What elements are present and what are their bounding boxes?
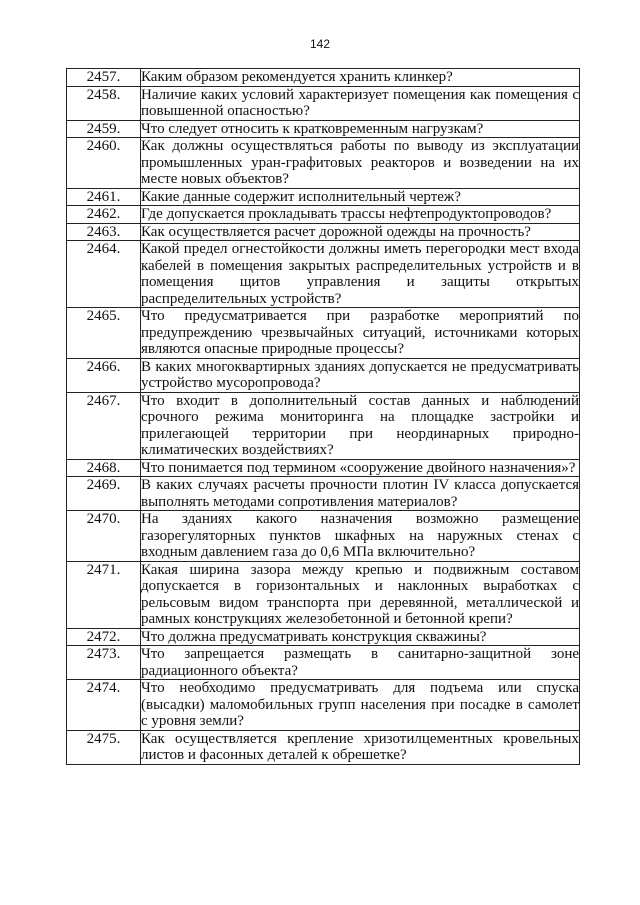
question-text: Как осуществляется крепление хризотилцементных кровельных листов и фасонных деталей к обрешетке? — [141, 730, 579, 763]
table-row — [67, 730, 580, 764]
question-number: 2474. — [67, 680, 141, 731]
question-text: Что понимается под термином «сооружение двойного назначения»? — [141, 459, 580, 477]
question-number: 2457. — [67, 69, 141, 87]
table-row — [67, 241, 580, 308]
question-number: 2467. — [67, 392, 141, 459]
table-row — [67, 120, 580, 138]
table-row — [67, 358, 580, 392]
question-number: 2472. — [67, 628, 141, 646]
question-text: Наличие каких условий характеризует помещения как помещения с повышенной опасностью? — [141, 86, 579, 119]
page-number: 142 — [309, 37, 331, 51]
question-text: В каких многоквартирных зданиях допускается не предусматривать устройство мусоропровода? — [141, 358, 579, 391]
question-number: 2458. — [67, 86, 141, 120]
question-text: На зданиях какого назначения возможно размещение газорегуляторных пунктов шкафных на наружных стенах с входным давлением газа до 0,6 МПа включительно? — [141, 511, 579, 560]
table-row — [67, 628, 580, 646]
question-number: 2466. — [67, 358, 141, 392]
question-number: 2471. — [67, 561, 141, 628]
table-row — [67, 69, 580, 87]
question-number: 2469. — [67, 477, 141, 511]
table-row — [67, 477, 580, 511]
table-row — [67, 206, 580, 224]
question-number: 2461. — [67, 188, 141, 206]
question-number: 2464. — [67, 241, 141, 308]
table-row — [67, 459, 580, 477]
question-number: 2468. — [67, 459, 141, 477]
table-row — [67, 392, 580, 459]
table-row — [67, 188, 580, 206]
table-row — [67, 308, 580, 359]
question-text: Каким образом рекомендуется хранить клинкер? — [141, 69, 580, 87]
question-number: 2459. — [67, 120, 141, 138]
question-text: Как должны осуществляться работы по выводу из эксплуатации промышленных уран-графитовых реакторов и возведении на их месте новых объектов? — [141, 138, 579, 187]
question-number: 2473. — [67, 646, 141, 680]
question-text: Какой предел огнестойкости должны иметь перегородки мест входа кабелей в помещения закрытых распределительных устройств и в помещения щитов управления и защиты открытых распределительных устройств? — [141, 241, 579, 307]
question-text: Что должна предусматривать конструкция скважины? — [141, 628, 580, 646]
table-row — [67, 86, 580, 120]
question-text: Какие данные содержит исполнительный чертеж? — [141, 188, 580, 206]
question-text: Что запрещается размещать в санитарно-защитной зоне радиационного объекта? — [141, 646, 579, 679]
question-number: 2475. — [67, 730, 141, 764]
table-row — [67, 511, 580, 562]
question-number: 2460. — [67, 138, 141, 189]
question-number: 2470. — [67, 511, 141, 562]
questions-table — [66, 68, 580, 765]
question-text: В каких случаях расчеты прочности плотин IV класса допускается выполнять методами сопротивления материалов? — [141, 477, 579, 510]
question-text: Что следует относить к кратковременным нагрузкам? — [141, 120, 580, 138]
question-number: 2462. — [67, 206, 141, 224]
question-text: Что входит в дополнительный состав данных и наблюдений срочного режима мониторинга на площадке застройки и прилегающей территории при неординарных природно-климатических воздействиях? — [141, 392, 579, 458]
table-row — [67, 646, 580, 680]
question-text: Как осуществляется расчет дорожной одежды на прочность? — [141, 223, 580, 241]
table-row — [67, 138, 580, 189]
question-text: Где допускается прокладывать трассы нефтепродуктопроводов? — [141, 206, 580, 224]
question-text: Что необходимо предусматривать для подъема или спуска (высадки) маломобильных групп населения при посадке в самолет с уровня земли? — [141, 680, 579, 729]
question-text: Какая ширина зазора между крепью и подвижным составом допускается в горизонтальных и наклонных выработках с рельсовым видом транспорта при деревянной, металлической и рамных конструкциях железобетонной и бетонной крепи? — [141, 561, 579, 627]
question-number: 2465. — [67, 308, 141, 359]
question-number: 2463. — [67, 223, 141, 241]
question-text: Что предусматривается при разработке мероприятий по предупреждению чрезвычайных ситуаций, источниками которых являются опасные природные процессы? — [141, 308, 579, 357]
table-row — [67, 561, 580, 628]
table-row — [67, 680, 580, 731]
table-row — [67, 223, 580, 241]
